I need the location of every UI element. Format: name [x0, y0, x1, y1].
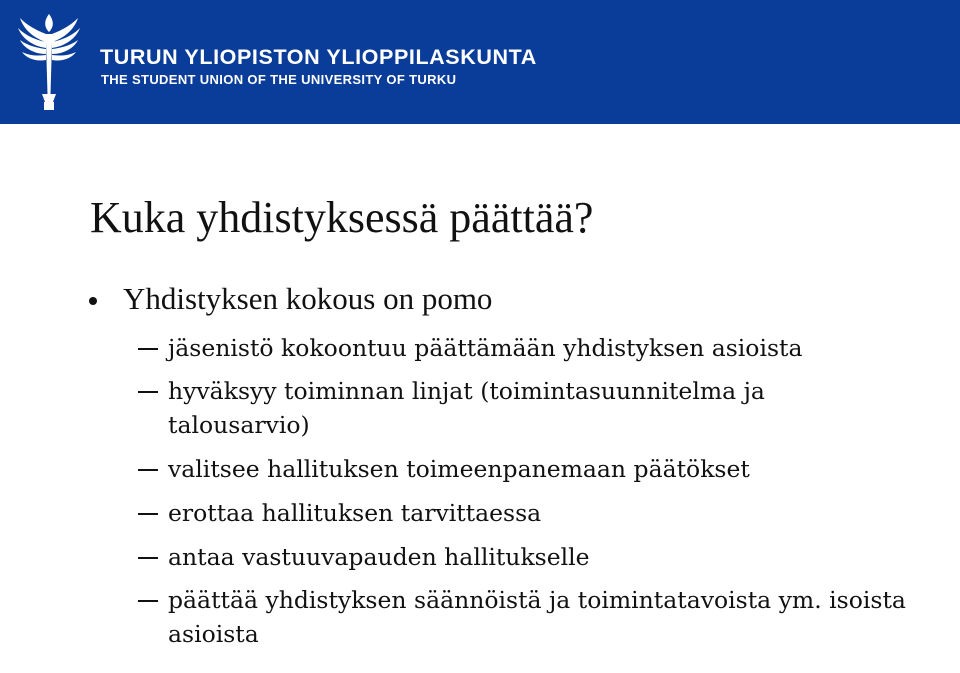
sub-bullet-item [138, 583, 928, 651]
sub-bullet-item [138, 374, 908, 442]
org-name: TURUN YLIOPISTON YLIOPPILASKUNTA [100, 45, 537, 69]
sub-bullet-text: jäsenistö kokoontuu päättämään yhdistyksen asioista [168, 334, 803, 362]
dash-icon [138, 391, 158, 393]
header-band [0, 0, 960, 124]
slide-title: Kuka yhdistyksessä päättää? [90, 193, 594, 242]
torch-wings-emblem-icon [16, 12, 82, 112]
main-bullet-text: Yhdistyksen kokous on pomo [123, 281, 493, 316]
sub-bullet-text: hyväksyy toiminnan linjat (toimintasuunnitelma ja talousarvio) [168, 377, 765, 439]
sub-bullet-item [138, 542, 938, 572]
dash-icon [138, 557, 158, 559]
sub-bullet-list [138, 333, 938, 663]
dash-icon [138, 513, 158, 515]
sub-bullet-item [138, 498, 938, 528]
dash-icon [138, 600, 158, 602]
dash-icon [138, 348, 158, 350]
sub-bullet-item [138, 333, 938, 363]
dash-icon [138, 469, 158, 471]
org-name-english: THE STUDENT UNION OF THE UNIVERSITY OF TURKU [101, 72, 457, 87]
sub-bullet-item [138, 454, 938, 484]
bullet-dot-icon [89, 297, 97, 305]
sub-bullet-text: antaa vastuuvapauden hallitukselle [168, 543, 590, 571]
sub-bullet-text: valitsee hallituksen toimeenpanemaan päätökset [168, 455, 750, 483]
sub-bullet-text: päättää yhdistyksen säännöistä ja toimintatavoista ym. isoista asioista [168, 586, 906, 648]
sub-bullet-text: erottaa hallituksen tarvittaessa [168, 499, 542, 527]
